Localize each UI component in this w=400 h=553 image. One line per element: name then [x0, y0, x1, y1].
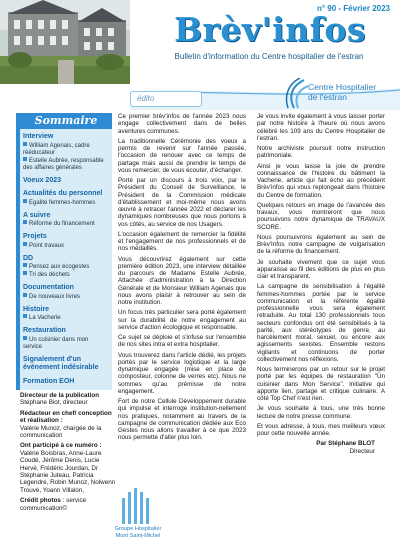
- newsletter-title: Brèv'infos: [174, 10, 366, 49]
- newsletter-subtitle: Bulletin d'information du Centre hospitalier de l'estran: [174, 52, 364, 61]
- article-paragraph: Je souhaite vivement que ce sujet vous apparaisse au fil des éditions de plus en plus clair et transparent.: [257, 258, 385, 280]
- article-paragraph: Ce sujet se déploie et s'infuse sur l'ensemble de nos sites intra et extra hospitalier.: [118, 334, 246, 349]
- article-paragraph: Nous poursuivrons également au sein de Brèv'Infos notre campagne de vulgarisation de la réforme du financement.: [257, 233, 385, 256]
- toc-item: [23, 314, 109, 322]
- toc-item: [23, 336, 109, 351]
- toc-section-heading: Voeux 2023: [23, 176, 62, 184]
- article-paragraph: Quelques retours en image de l'avancée des travaux, vous montreront que nous poursuivons notre dynamique de TRAVAUX SCORE.: [257, 201, 385, 231]
- toc-section-heading: Documentation: [23, 284, 74, 291]
- article-paragraph: Je vous souhaite à tous, une très bonne lecture de notre presse commune.: [257, 405, 385, 420]
- toc-section-heading: Signalement d'un événement indésirable: [23, 355, 99, 371]
- bullet-square-icon: [23, 293, 27, 297]
- logo-line-1: Centre Hospitalier: [308, 82, 377, 92]
- photo-credit: : service communication©: [20, 497, 87, 512]
- editor-label: Rédacteur en chef/ conception et réalisation :: [20, 409, 112, 425]
- toc-item-label: Pensez aux écogestes: [29, 264, 90, 270]
- toc-item-label: Estelle Aubrée, responsable des affaires générales: [23, 157, 104, 171]
- toc-item: [23, 199, 109, 207]
- toc-item-label: Un cuisinier dans mon service: [23, 336, 89, 350]
- bullet-square-icon: [23, 271, 27, 275]
- signature-role: Directeur: [349, 447, 375, 455]
- article-column-2: [257, 113, 385, 455]
- logo-line-2: de l'estran: [308, 92, 347, 102]
- toc-section-heading: Actualités du personnel: [23, 190, 103, 197]
- group-logo-line-1: Groupe Hospitalier: [114, 526, 162, 532]
- toc-section-heading: Projets: [23, 233, 47, 240]
- hospital-logo: [282, 78, 394, 118]
- bullet-square-icon: [23, 157, 27, 161]
- toc-section-heading: Formation EOH: [23, 377, 75, 385]
- bullet-square-icon: [23, 142, 27, 146]
- article-paragraph: Nous terminerons par un retour sur le projet porté par les équipes de restauration "Un cuisinier dans Mon Service". Initiative qui apporte lien, partage et critique culinaire. A côté Top Chef n'est rien.: [257, 366, 385, 402]
- director-label: Directeur de la publication: [20, 392, 100, 399]
- toc-item-label: De nouveaux livres: [29, 293, 81, 300]
- bullet-square-icon: [23, 220, 27, 224]
- toc-body: [20, 129, 112, 386]
- header: [0, 0, 400, 112]
- toc-section-heading: Histoire: [23, 305, 50, 313]
- hospital-building-photo: [0, 0, 130, 84]
- photo-credit-label: Crédit photos: [20, 497, 61, 505]
- article-column-1: [118, 113, 246, 445]
- group-logo-text: [102, 526, 174, 540]
- article-paragraph: Notre archiviste poursuit notre instruction patrimoniale.: [257, 145, 385, 160]
- toc-title: Sommaire: [20, 113, 112, 129]
- toc-item-label: Point travaux: [29, 242, 65, 249]
- contributors-list: Valérie Boisbras, Anne-Laure Coudé, Jérôme Denis, Lucie Hervé, Frédéric Jourdan, Dr Stéphanie Juteau, Patricia Legendre, Robin Munoz, Nolwenn Trouvé, Yoann Villalon,: [20, 449, 116, 494]
- article-paragraph: Ce premier brèv'infos de l'année 2023 nous engage collectivement dans de belles aventures communes.: [118, 113, 246, 135]
- toc-item-label: William Agenais, cadre rééducateur: [23, 142, 90, 156]
- article-paragraph: Je vous invite également à vous laisser porter par notre histoire à l'heure où nous avons célébré les 109 ans du Centre Hospitalier de l'estran.: [257, 113, 385, 142]
- bullet-square-icon: [23, 199, 27, 203]
- section-tab-edito: édito: [130, 91, 202, 107]
- toc-item: [23, 263, 109, 271]
- toc-item: [23, 242, 109, 250]
- toc-item: [23, 220, 109, 228]
- toc-item-label: Réforme du financement: [29, 221, 95, 227]
- toc-item: [23, 271, 109, 279]
- bullet-square-icon: [23, 336, 27, 340]
- signature-name: Par Stéphane BLOT: [316, 440, 375, 448]
- toc-item-label: Egalité femmes-hommes: [29, 199, 96, 206]
- toc-section-heading: A suivre: [23, 211, 51, 219]
- toc-item: [23, 157, 109, 172]
- article-paragraph: Ainsi je vous laisse la joie de prendre connaissance de l'histoire du bâtiment la Vacherie, article qui fait écho au précédent Brèv'infos qui vous replongeait dans l'histoire du Centre de formation.: [257, 162, 385, 199]
- article-paragraph: Et vous adresse, à tous, mes meilleurs vœux pour cette nouvelle année.: [257, 422, 385, 437]
- toc-item-label: Tri des déchets: [29, 272, 70, 278]
- bullet-square-icon: [23, 314, 27, 318]
- toc-item: [23, 293, 109, 301]
- credits: [20, 392, 116, 515]
- article-paragraph: Porté par un discours à trois voix, par le Président du Conseil de Surveillance, le Président de la Commission médicale d'établissement et moi-même nous avons œuvré à retracer l'année 2022 et déclarer les dynamiques nombreuses que nous portons à vos côtés, au service de nos Usagers.: [118, 177, 246, 228]
- group-logo-line-2: Mont Saint-Michel: [115, 533, 161, 539]
- article-paragraph: L'occasion également de remercier la fidélité et l'engagement de nos professionnels et de nos médaillés.: [118, 230, 246, 253]
- toc-item: [23, 142, 109, 157]
- contributors-label: Ont participé à ce numéro :: [20, 442, 102, 450]
- article-paragraph: Vous trouverez dans l'article dédié, les projets portés par le service logistique et la large dynamique engagée (mise en place de composteur, colonne de verres etc). Nous ne sommes qu'au prémisse de notre engagement.: [118, 351, 246, 395]
- table-of-contents: [16, 113, 112, 390]
- toc-section-heading: Interview: [23, 133, 54, 140]
- article-paragraph: Fort de notre Cellule Développement durable qui impulse et interroge institution-nellement nos pratiques, notamment au travers de la campagne de communication dédiée aux Eco Gestes nous allons travailler à ce que 2023 nous permette d'aller plus loin.: [118, 398, 246, 442]
- article-paragraph: La traditionnelle Cérémonie des voeux a permis de revenir sur l'année passée, l'occasion de renouer avec ce temps de partage mais aussi de prendre le temps de vous remercier, de vous écouter, d'échanger.: [118, 137, 246, 174]
- article-paragraph: Vous découvrirez également sur cette première édition 2023, une interview détaillée du parcours de Madame Estelle Aubrée, Attachée d'administration à la Direction Générale et de Monsieur William Agenais que nous avons plaisir à retrouver au sein de notre institution.: [118, 255, 246, 306]
- article-paragraph: La campagne de sensibilisation à l'égalité femmes-hommes portée par le service communication et la référente égalité professionnelle vous sera également retraduite. Au total 130 professionnels tous secteurs confondus ont été sensibilisés à la parité, aux stéréotypes de genre, au harcèlement moral, sexuel, ou encore aux agissements sexistes. Ensemble restons vigilants et continuons de porter collectivement nos réflexions.: [257, 283, 385, 363]
- bullet-square-icon: [23, 242, 27, 246]
- article-paragraph: Un focus très particulier sera porté également sur la durabilité de notre engagement au service d'action écologique et responsable.: [118, 309, 246, 331]
- bullet-square-icon: [23, 263, 27, 267]
- editor-name: Valérie Munoz, chargée de la communication: [20, 424, 102, 440]
- toc-section-heading: DD: [23, 254, 34, 262]
- director-name: Stéphane Biot, directeur: [20, 399, 88, 407]
- wave-logo-icon: [282, 78, 308, 110]
- logo-text: [308, 82, 394, 102]
- issue-number: n° 90 - Février 2023: [316, 4, 390, 13]
- toc-item-label: La Vacherie: [29, 315, 61, 321]
- toc-section-heading: Restauration: [23, 327, 66, 334]
